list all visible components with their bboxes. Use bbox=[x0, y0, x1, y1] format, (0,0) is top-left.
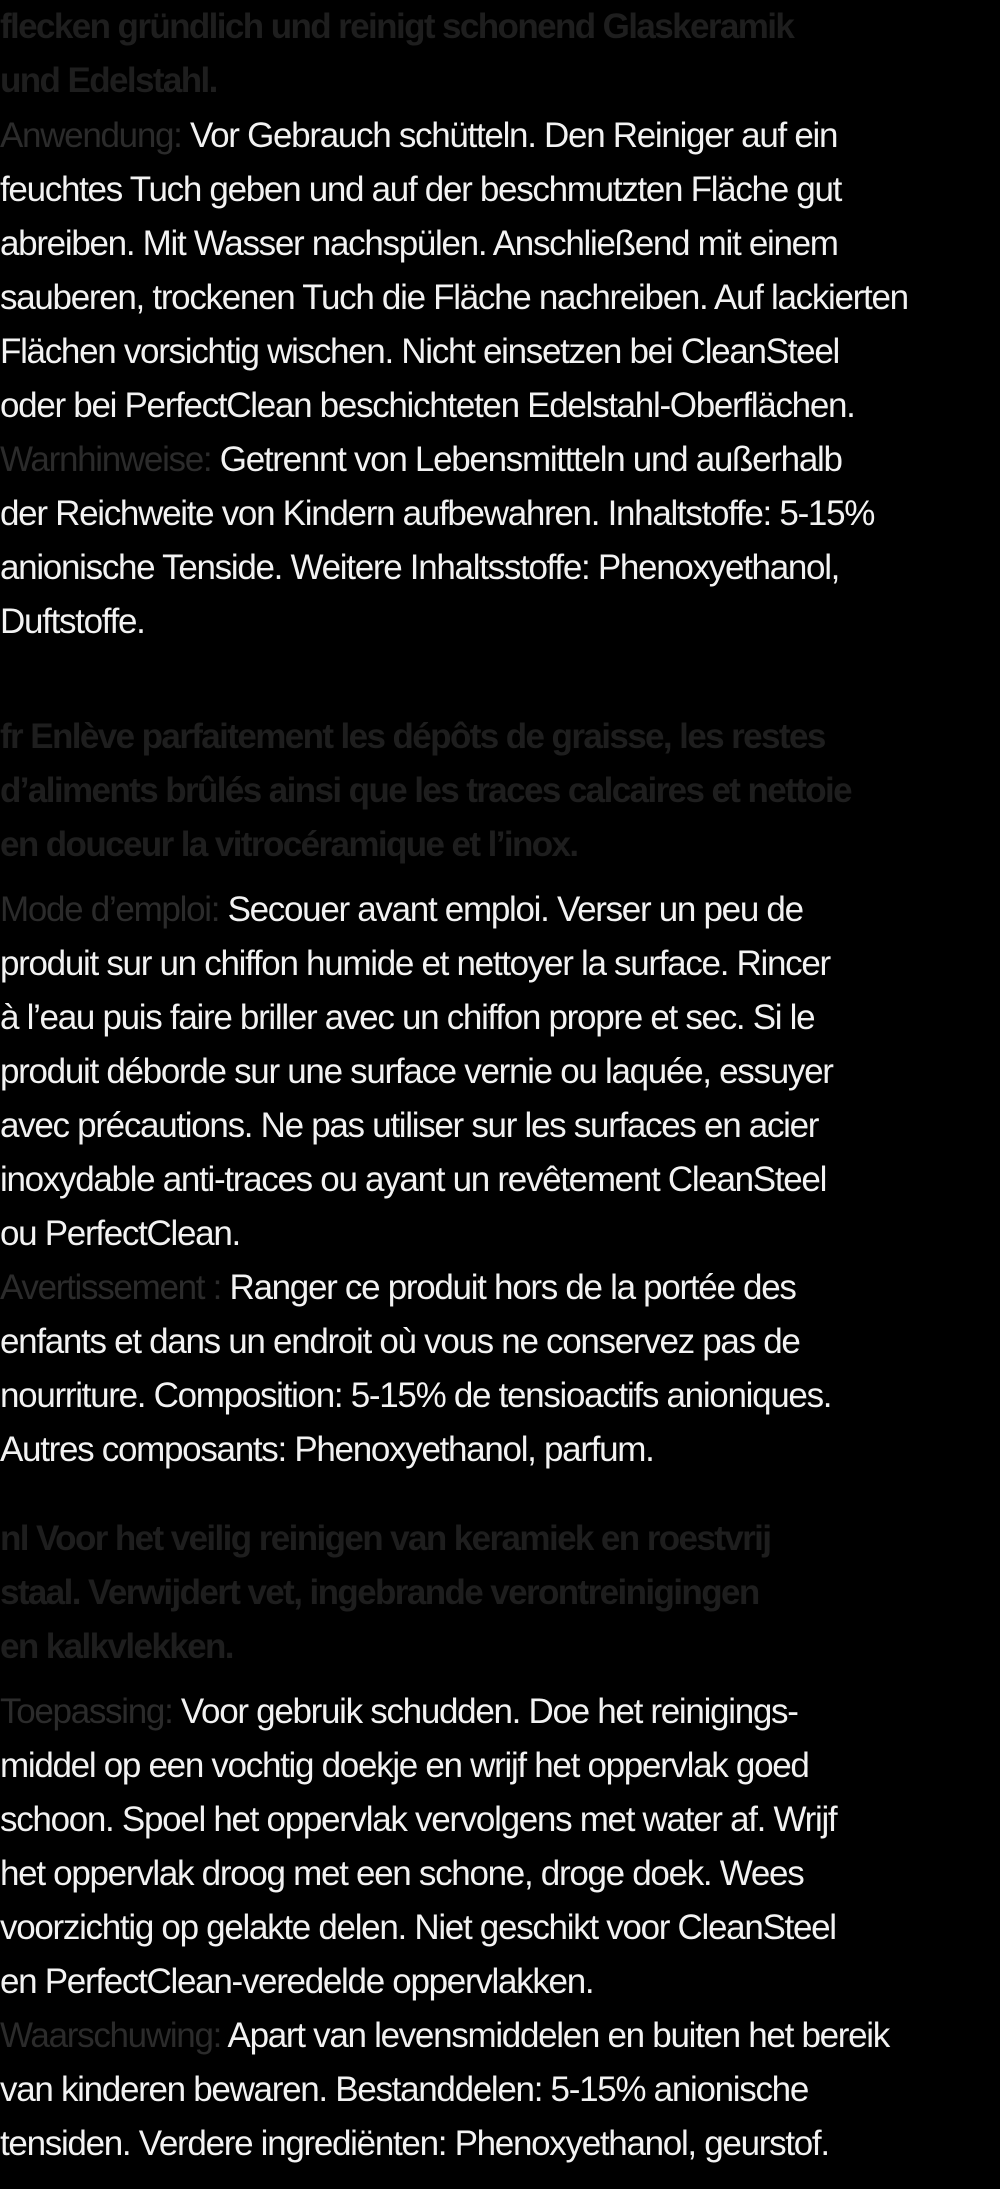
de-usage-line: Flächen vorsichtig wischen. Nicht einsetzen bei CleanSteel bbox=[0, 332, 839, 371]
nl-intro-heading bbox=[0, 1512, 1000, 1674]
nl-usage-line: en PerfectClean-veredelde oppervlakken. bbox=[0, 1962, 594, 2001]
de-usage-line: sauberen, trockenen Tuch die Fläche nachreiben. Auf lackierten bbox=[0, 278, 908, 317]
fr-warning-line bbox=[0, 1261, 1000, 1315]
nl-usage-line: het oppervlak droog met een schone, droge doek. Wees bbox=[0, 1854, 804, 1893]
de-usage-line: oder bei PerfectClean beschichteten Edelstahl-Oberflächen. bbox=[0, 386, 855, 425]
nl-intro-line: nl Voor het veilig reinigen van keramiek en roestvrij bbox=[0, 1519, 771, 1558]
fr-intro-line: en douceur la vitrocéramique et l’inox. bbox=[0, 825, 578, 864]
fr-intro-line: d’aliments brûlés ainsi que les traces calcaires et nettoie bbox=[0, 771, 852, 810]
nl-usage-line: voorzichtig op gelakte delen. Niet geschikt voor CleanSteel bbox=[0, 1908, 836, 1947]
nl-usage-line bbox=[0, 1685, 1000, 1739]
nl-warning-line: van kinderen bewaren. Bestanddelen: 5-15% anionische bbox=[0, 2070, 808, 2109]
nl-warning-line bbox=[0, 2009, 1000, 2063]
nl-instructions bbox=[0, 1685, 1000, 2171]
fr-usage-line: inoxydable anti-traces ou ayant un revêtement CleanSteel bbox=[0, 1160, 827, 1199]
fr-warning-label: Avertissement : bbox=[0, 1268, 222, 1307]
fr-usage-line bbox=[0, 883, 1000, 937]
fr-usage-line: à l’eau puis faire briller avec un chiffon propre et sec. Si le bbox=[0, 998, 815, 1037]
nl-usage-line: schoon. Spoel het oppervlak vervolgens met water af. Wrijf bbox=[0, 1800, 837, 1839]
de-intro-heading bbox=[0, 0, 1000, 108]
nl-warning-line: tensiden. Verdere ingrediënten: Phenoxyethanol, geurstof. bbox=[0, 2124, 829, 2163]
fr-usage-line: produit déborde sur une surface vernie ou laquée, essuyer bbox=[0, 1052, 833, 1091]
de-usage-line: abreiben. Mit Wasser nachspülen. Anschließend mit einem bbox=[0, 224, 838, 263]
fr-warning-line: Autres composants: Phenoxyethanol, parfum. bbox=[0, 1430, 654, 1469]
de-warning-label: Warnhinweise: bbox=[0, 440, 212, 479]
fr-usage-text: Secouer avant emploi. Verser un peu de bbox=[219, 890, 803, 929]
de-warning-line: Duftstoffe. bbox=[0, 602, 145, 641]
de-usage-label: Anwendung: bbox=[0, 116, 182, 155]
de-usage-text: Vor Gebrauch schütteln. Den Reiniger auf ein bbox=[181, 116, 838, 155]
fr-intro-heading bbox=[0, 710, 1000, 872]
fr-usage-line: ou PerfectClean. bbox=[0, 1214, 240, 1253]
nl-intro-line: en kalkvlekken. bbox=[0, 1627, 233, 1666]
de-warning-line: der Reichweite von Kindern aufbewahren. Inhaltstoffe: 5-15% bbox=[0, 494, 875, 533]
fr-warning-text: Ranger ce produit hors de la portée des bbox=[221, 1268, 796, 1307]
fr-usage-line: produit sur un chiffon humide et nettoyer la surface. Rincer bbox=[0, 944, 830, 983]
de-intro-line: flecken gründlich und reinigt schonend Glaskeramik bbox=[0, 7, 794, 46]
de-usage-line: feuchtes Tuch geben und auf der beschmutzten Fläche gut bbox=[0, 170, 842, 209]
nl-usage-label: Toepassing: bbox=[0, 1692, 173, 1731]
de-intro-line: und Edelstahl. bbox=[0, 61, 217, 100]
de-usage-line bbox=[0, 109, 1000, 163]
nl-warning-text: Apart van levensmiddelen en buiten het bereik bbox=[221, 2016, 889, 2055]
nl-warning-label: Waarschuwing: bbox=[0, 2016, 222, 2055]
de-warning-text: Getrennt von Lebensmittteln und außerhalb bbox=[211, 440, 842, 479]
de-warning-line bbox=[0, 433, 1000, 487]
fr-warning-line: enfants et dans un endroit où vous ne conservez pas de bbox=[0, 1322, 800, 1361]
fr-warning-line: nourriture. Composition: 5-15% de tensioactifs anioniques. bbox=[0, 1376, 832, 1415]
nl-usage-text: Voor gebruik schudden. Doe het reinigings- bbox=[172, 1692, 798, 1731]
nl-usage-line: middel op een vochtig doekje en wrijf het oppervlak goed bbox=[0, 1746, 809, 1785]
nl-intro-line: staal. Verwijdert vet, ingebrande verontreinigingen bbox=[0, 1573, 759, 1612]
fr-instructions bbox=[0, 883, 1000, 1477]
fr-usage-label: Mode d’emploi: bbox=[0, 890, 220, 929]
fr-intro-line: fr Enlève parfaitement les dépôts de graisse, les restes bbox=[0, 717, 825, 756]
de-warning-line: anionische Tenside. Weitere Inhaltsstoffe: Phenoxyethanol, bbox=[0, 548, 840, 587]
fr-usage-line: avec précautions. Ne pas utiliser sur les surfaces en acier bbox=[0, 1106, 819, 1145]
de-instructions bbox=[0, 109, 1000, 649]
